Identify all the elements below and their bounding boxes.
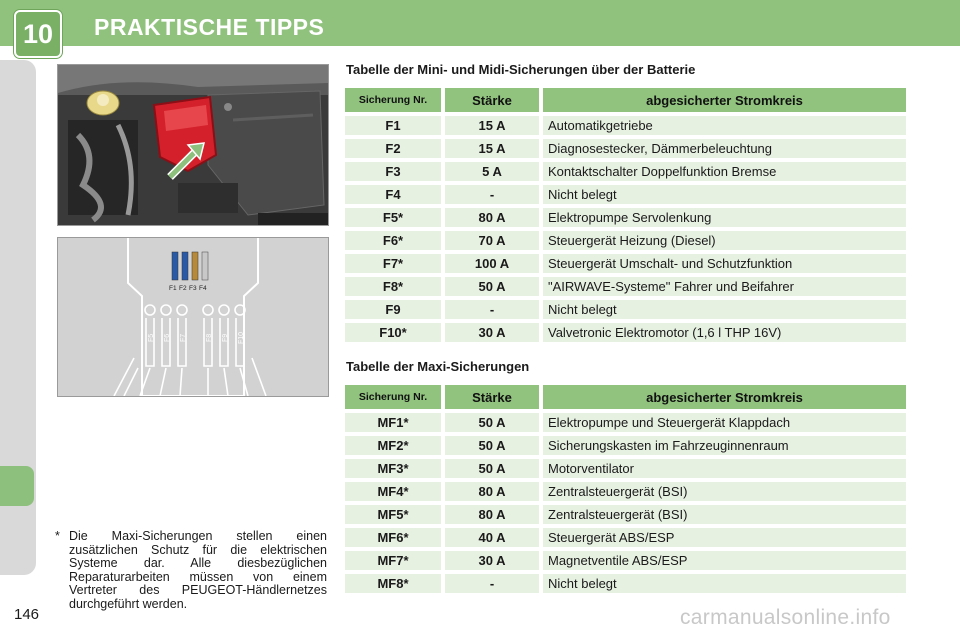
fuse-diagram-illustration: [58, 238, 328, 396]
fuse-number-cell: MF3*: [345, 459, 441, 478]
fuse-label-f2: F2: [179, 285, 187, 292]
table-row: [345, 505, 906, 524]
table-row: [345, 139, 906, 158]
circuit-cell: Steuergerät ABS/ESP: [543, 528, 906, 547]
fuse-label-f6: F6: [164, 333, 171, 342]
rating-cell: 50 A: [445, 413, 539, 432]
footnote-marker: *: [55, 529, 60, 543]
header-circuit: abgesicherter Stromkreis: [543, 385, 906, 409]
fuse-number-cell: F10*: [345, 323, 441, 342]
table-row: [345, 323, 906, 342]
fuse-number-cell: F3: [345, 162, 441, 181]
mini-table-title: Tabelle der Mini- und Midi-Sicherungen über der Batterie: [346, 62, 696, 77]
rating-cell: 30 A: [445, 323, 539, 342]
table-row: [345, 413, 906, 432]
footnote-text: Die Maxi-Sicherungen stellen einen zusätzlichen Schutz für die elektrischen Systeme dar. Alle diesbezüglichen Reparaturarbeiten müssen von einem Vertreter des PEUGEOT-Händlernetzes durchgeführt werden.: [69, 529, 327, 611]
rating-cell: 5 A: [445, 162, 539, 181]
page-number: 146: [14, 606, 40, 623]
maxi-table-title: Tabelle der Maxi-Sicherungen: [346, 359, 530, 374]
fuse-number-cell: MF1*: [345, 413, 441, 432]
fuse-number-cell: MF5*: [345, 505, 441, 524]
circuit-cell: Diagnosestecker, Dämmerbeleuchtung: [543, 139, 906, 158]
fuse-number-cell: F1: [345, 116, 441, 135]
header-circuit: abgesicherter Stromkreis: [543, 88, 906, 112]
circuit-cell: Magnetventile ABS/ESP: [543, 551, 906, 570]
table-row: [345, 116, 906, 135]
table-row: [345, 436, 906, 455]
table-row: [345, 528, 906, 547]
header-fuse-number: Sicherung Nr.: [345, 88, 441, 112]
fuse-number-cell: F7*: [345, 254, 441, 273]
footnote: [55, 530, 327, 612]
fuse-label-f1: F1: [169, 285, 177, 292]
table-row: [345, 551, 906, 570]
rating-cell: -: [445, 300, 539, 319]
header-rating: Stärke: [445, 88, 539, 112]
rating-cell: 15 A: [445, 139, 539, 158]
fuse-label-f7: F7: [180, 333, 187, 342]
table-row: [345, 459, 906, 478]
fuse-number-cell: MF4*: [345, 482, 441, 501]
circuit-cell: Zentralsteuergerät (BSI): [543, 482, 906, 501]
fuse-label-f4: F4: [199, 285, 207, 292]
page-title: PRAKTISCHE TIPPS: [94, 14, 325, 40]
circuit-cell: Nicht belegt: [543, 574, 906, 593]
fuse-label-f9: F9: [222, 333, 229, 342]
rating-cell: 100 A: [445, 254, 539, 273]
circuit-cell: Kontaktschalter Doppelfunktion Bremse: [543, 162, 906, 181]
fuse-number-cell: MF7*: [345, 551, 441, 570]
rating-cell: -: [445, 574, 539, 593]
fuse-number-cell: F9: [345, 300, 441, 319]
fuse-label-f10: F10: [238, 331, 245, 344]
circuit-cell: Steuergerät Umschalt- und Schutzfunktion: [543, 254, 906, 273]
chapter-tab: [0, 466, 34, 506]
table-header-row: [345, 385, 906, 409]
circuit-cell: Nicht belegt: [543, 300, 906, 319]
rating-cell: 50 A: [445, 436, 539, 455]
rating-cell: 40 A: [445, 528, 539, 547]
table-row: [345, 254, 906, 273]
circuit-cell: Automatikgetriebe: [543, 116, 906, 135]
watermark: carmanualsonline.info: [680, 606, 891, 629]
table-row: [345, 482, 906, 501]
rating-cell: 80 A: [445, 208, 539, 227]
rating-cell: 80 A: [445, 482, 539, 501]
rating-cell: -: [445, 185, 539, 204]
fuse-box-diagram: [57, 237, 329, 397]
rating-cell: 30 A: [445, 551, 539, 570]
circuit-cell: Valvetronic Elektromotor (1,6 l THP 16V): [543, 323, 906, 342]
fuse-number-cell: MF6*: [345, 528, 441, 547]
fuse-number-cell: F4: [345, 185, 441, 204]
circuit-cell: Elektropumpe und Steuergerät Klappdach: [543, 413, 906, 432]
table-row: [345, 300, 906, 319]
table-row: [345, 231, 906, 250]
rating-cell: 70 A: [445, 231, 539, 250]
header-rating: Stärke: [445, 385, 539, 409]
fuse-number-cell: MF8*: [345, 574, 441, 593]
table-row: [345, 185, 906, 204]
chapter-number: 10: [14, 10, 62, 58]
circuit-cell: Elektropumpe Servolenkung: [543, 208, 906, 227]
fuse-label-f5: F5: [148, 333, 155, 342]
mini-fuse-table: [341, 84, 910, 346]
rating-cell: 50 A: [445, 277, 539, 296]
rating-cell: 80 A: [445, 505, 539, 524]
fuse-label-f8: F8: [206, 333, 213, 342]
rating-cell: 15 A: [445, 116, 539, 135]
circuit-cell: Zentralsteuergerät (BSI): [543, 505, 906, 524]
circuit-cell: Steuergerät Heizung (Diesel): [543, 231, 906, 250]
fuse-number-cell: F5*: [345, 208, 441, 227]
circuit-cell: "AIRWAVE-Systeme" Fahrer und Beifahrer: [543, 277, 906, 296]
table-header-row: [345, 88, 906, 112]
table-row: [345, 208, 906, 227]
fuse-number-cell: MF2*: [345, 436, 441, 455]
circuit-cell: Motorventilator: [543, 459, 906, 478]
rating-cell: 50 A: [445, 459, 539, 478]
circuit-cell: Sicherungskasten im Fahrzeuginnenraum: [543, 436, 906, 455]
table-row: [345, 277, 906, 296]
maxi-fuse-table: [341, 381, 910, 597]
table-row: [345, 574, 906, 593]
fuse-number-cell: F2: [345, 139, 441, 158]
circuit-cell: Nicht belegt: [543, 185, 906, 204]
engine-illustration: [58, 65, 328, 225]
table-row: [345, 162, 906, 181]
fuse-number-cell: F8*: [345, 277, 441, 296]
engine-photo: [57, 64, 329, 226]
fuse-number-cell: F6*: [345, 231, 441, 250]
header-fuse-number: Sicherung Nr.: [345, 385, 441, 409]
fuse-label-f3: F3: [189, 285, 197, 292]
